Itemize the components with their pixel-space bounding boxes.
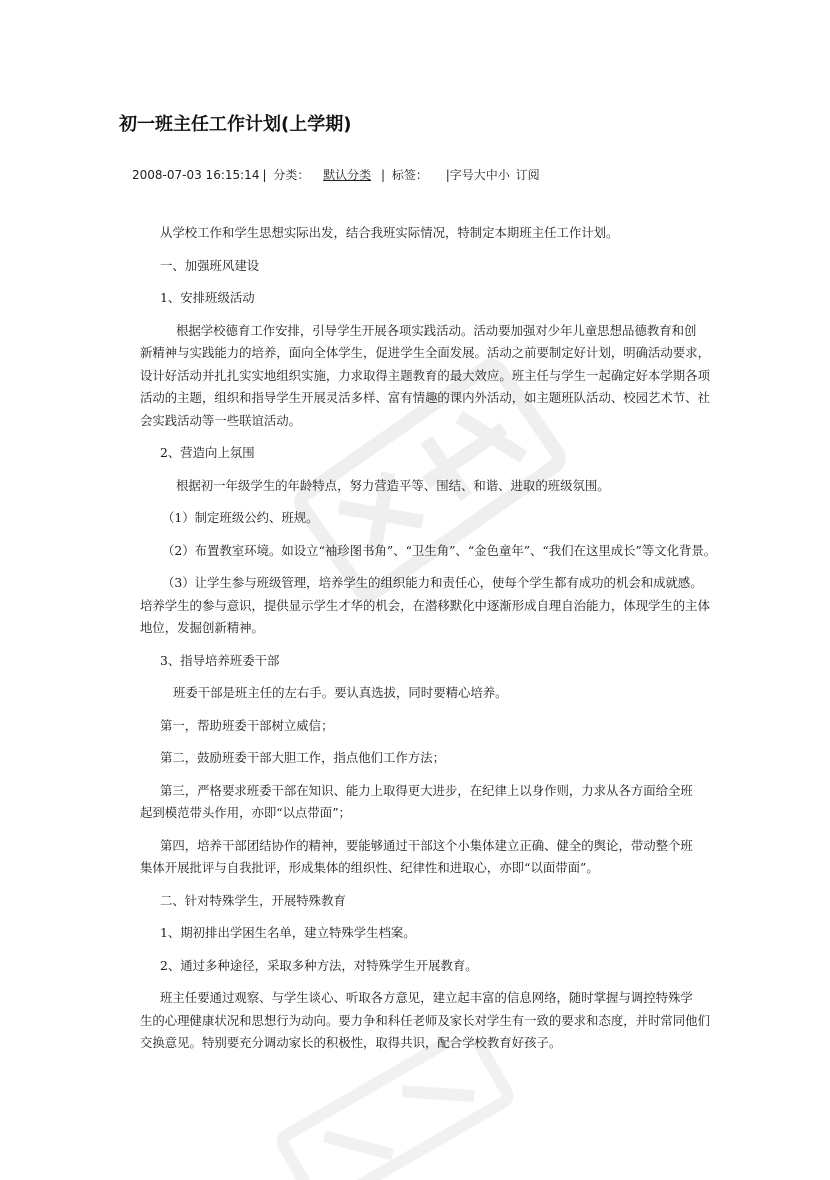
paragraph-line: 新精神与实践能力的培养，面向全体学生，促进学生全面发展。活动之前要制定好计划，明确活动要求， [140,345,710,360]
paragraph-atmosphere: 根据初一年级学生的年龄特点，努力营造平等、围结、和谐、进取的班级氛围。 [176,477,610,493]
paragraph-activities [126,320,715,433]
font-size-label: |字号 [445,168,474,182]
paragraph-line: 第三，严格要求班委干部在知识、能力上取得更大进步，在纪律上以身作则，力求从各方面给全班 [160,782,693,798]
paragraph-line: 培养学生的参与意识，提供显示学生才华的机会，在潜移默化中逐渐形成自理自治能力，体现学生的主体 [140,597,710,613]
paragraph-line: 会实践活动等一些联谊活动。 [140,412,302,428]
paragraph-line: 活动的主题，组织和指导学生开展灵活多样、富有情趣的课内外活动，如主题班队活动、校园艺术节、社 [140,390,710,405]
article-body [140,222,715,1055]
paragraph-line: 设计好活动并扎扎实实地组织实施，力求取得主题教育的最大效应。班主任与学生一起确定好本学期各项 [140,367,710,383]
category-label: 分类： [273,168,310,182]
watermark-fragment [240,1040,540,1180]
paragraph-line: 生的心理健康状况和思想行为动向。要力争和科任老师及家长对学生有一致的要求和态度，并时常同他们 [140,1012,710,1028]
paragraph-line: 第四，培养干部团结协作的精神，要能够通过干部这个小集体建立正确、健全的舆论，带动整个班 [160,837,693,853]
list-item-third [126,780,715,825]
meta-separator: | [262,168,267,182]
meta-separator: | [381,168,386,182]
subheading-1-3: 3、指导培养班委干部 [160,652,280,668]
list-item-class-rules: （1）制定班级公约、班规。 [162,510,319,525]
paragraph-cadres: 班委干部是班主任的左右手。要认真选拔，同时要精心培养。 [173,685,508,700]
list-item-first: 第一，帮助班委干部树立威信； [160,717,334,733]
subheading-1-1: 1、安排班级活动 [160,290,255,305]
paragraph-line: （3）让学生参与班级管理，培养学生的组织能力和责任心，使每个学生都有成功的机会和成就感。 [162,575,703,590]
post-datetime: 2008-07-03 16:15:14 [132,168,260,182]
subheading-1-2: 2、营造向上氛围 [160,445,255,460]
list-item-classroom: （2）布置教室环境。如设立“袖珍图书角”、“卫生角”、“金色童年”、“我们在这里成长”等文化背景。 [162,542,717,558]
paragraph-line: 集体开展批评与自我批评，形成集体的组织性、纪律性和进取心，亦即“以面带面”。 [140,860,599,875]
font-size-mid-link[interactable]: 中 [485,168,498,182]
subheading-2-2: 2、通过多种途径，采取多种方法，对特殊学生开展教育。 [160,957,478,973]
paragraph-intro: 从学校工作和学生思想实际出发，结合我班实际情况，特制定本期班主任工作计划。 [160,225,619,240]
list-item-participation [126,572,715,640]
tags-label: 标签： [391,168,428,182]
subheading-2-1: 1、期初排出学困生名单，建立特殊学生档案。 [160,925,416,940]
page-title: 初一班主任工作计划(上学期) [119,114,352,135]
section-heading-1: 一、加强班风建设 [160,257,260,273]
section-heading-2: 二、针对特殊学生，开展特殊教育 [160,892,346,908]
paragraph-line: 地位，发掘创新精神。 [140,620,264,635]
paragraph-line: 起到模范带头作用，亦即“以点带面”； [140,805,351,820]
paragraph-line: 班主任要通过观察、与学生谈心、听取各方意见，建立起丰富的信息网络，随时掌握与调控特殊学 [160,990,693,1005]
subscribe-link[interactable]: 订阅 [515,168,540,182]
paragraph-special-students [126,987,715,1055]
category-link[interactable]: 默认分类 [323,168,372,182]
list-item-second: 第二，鼓励班委干部大胆工作，指点他们工作方法； [160,750,445,765]
paragraph-line: 交换意见。特别要充分调动家长的积极性，取得共识，配合学校教育好孩子。 [140,1035,562,1050]
font-size-small-link[interactable]: 小 [497,168,510,182]
post-meta [132,166,540,183]
list-item-fourth [126,835,715,880]
font-size-big-link[interactable]: 大 [473,168,486,182]
paragraph-line: 根据学校德育工作安排，引导学生开展各项实践活动。活动要加强对少年儿童思想品德教育和创 [176,322,697,338]
